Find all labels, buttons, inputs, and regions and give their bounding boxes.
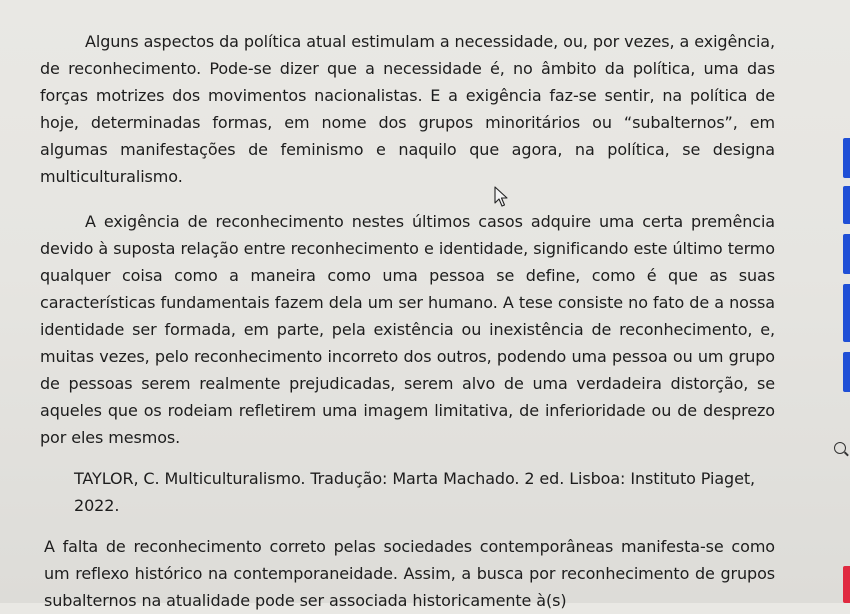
side-tab-5[interactable]	[843, 352, 850, 392]
side-toolbar	[838, 0, 850, 603]
side-tab-red[interactable]	[843, 566, 850, 603]
search-icon[interactable]	[834, 442, 846, 454]
question-text	[40, 28, 775, 614]
citation: TAYLOR, C. Multiculturalismo. Tradução: Marta Machado. 2 ed. Lisboa: Instituto Piaget, 2022.	[74, 469, 756, 515]
side-tab-4[interactable]	[843, 284, 850, 342]
paragraph-3: A falta de reconhecimento correto pelas sociedades contemporâneas manifesta-se como um reflexo histórico na contemporaneidade. Assim, a busca por reconhecimento de grupos subalternos na atualidade pode ser associada historicamente à(s)	[44, 537, 775, 610]
side-tab-3[interactable]	[843, 234, 850, 274]
paragraph-1: Alguns aspectos da política atual estimulam a necessidade, ou, por vezes, a exigência, de reconhecimento. Pode-se dizer que a necessidade é, no âmbito da política, uma das forças motrizes dos movimentos nacionalistas. E a exigência faz-se sentir, na política de hoje, determinadas formas, em nome dos grupos minoritários ou “subalternos”, em algumas manifestações de feminismo e naquilo que agora, na política, se designa multiculturalismo.	[40, 32, 775, 186]
side-tab-1[interactable]	[843, 138, 850, 178]
side-tab-2[interactable]	[843, 186, 850, 224]
paragraph-2: A exigência de reconhecimento nestes últimos casos adquire uma certa premência devido à suposta relação entre reconhecimento e identidade, significando este último termo qualquer coisa como a maneira como uma pessoa se define, como é que as suas características fundamentais fazem dela um ser humano. A tese consiste no fato de a nossa identidade ser formada, em parte, pela existência ou inexistência de reconhecimento, e, muitas vezes, pelo reconhecimento incorreto dos outros, podendo uma pessoa ou um grupo de pessoas serem realmente prejudicadas, serem alvo de uma verdadeira distorção, se aqueles que os rodeiam refletirem uma imagem limitativa, de inferioridade ou de desprezo por eles mesmos.	[40, 212, 775, 447]
cursor-icon	[494, 186, 510, 208]
